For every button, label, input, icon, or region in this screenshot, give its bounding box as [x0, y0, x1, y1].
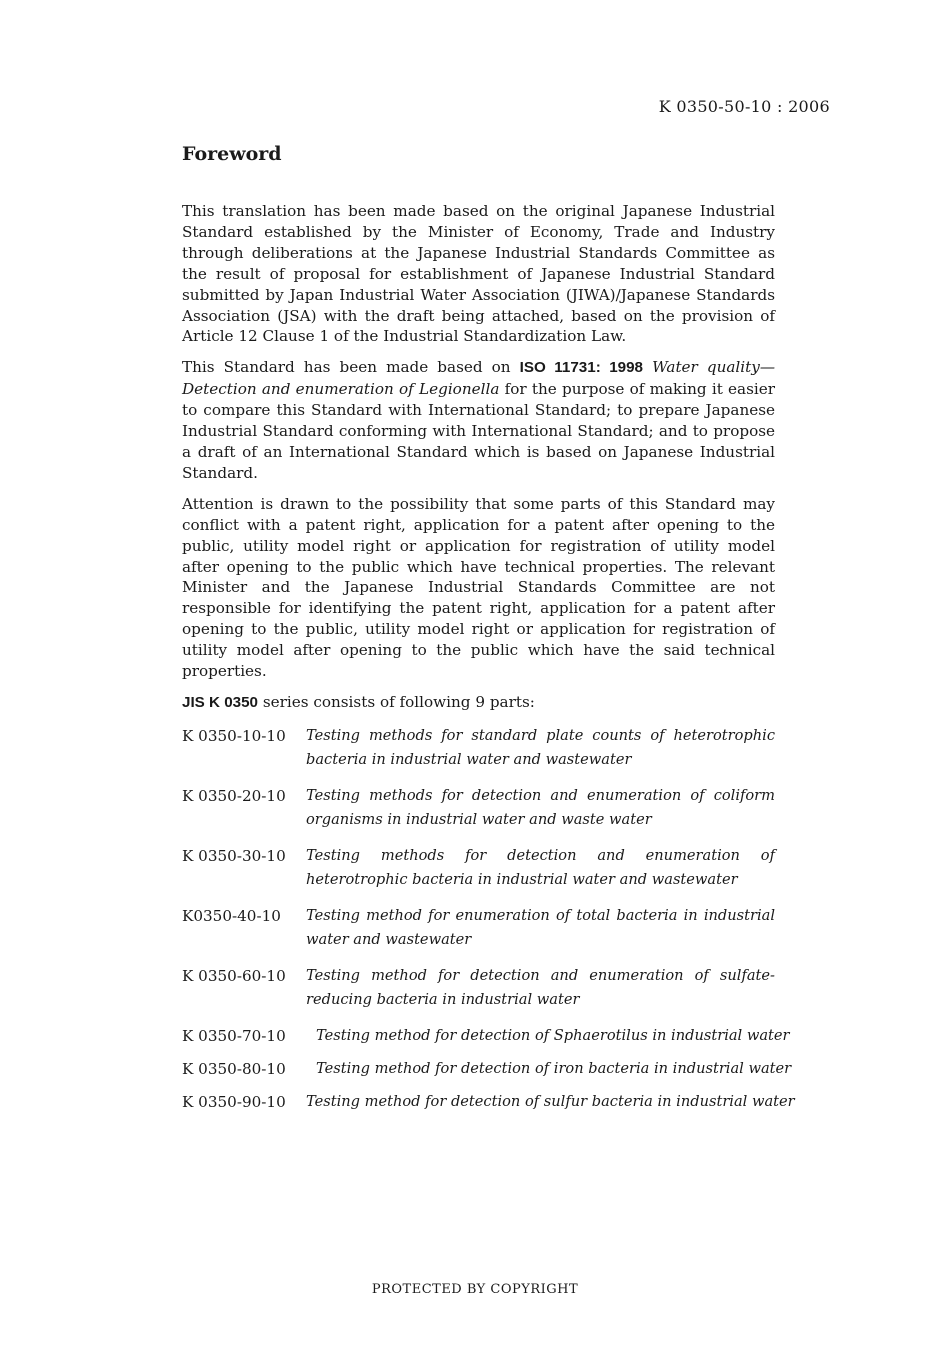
- list-item: [182, 724, 775, 772]
- list-item: [182, 964, 775, 1012]
- list-item: [182, 844, 775, 892]
- part-code: K 0350-10-10: [182, 726, 286, 745]
- paragraph-iso-basis: [182, 357, 775, 483]
- paragraph-series-intro: [182, 692, 775, 714]
- iso-reference: ISO 11731: 1998: [519, 359, 644, 377]
- paragraph-patent-notice: Attention is drawn to the possibility that some parts of this Standard may conflict with a patent right, application for a patent after opening to the public, utility model right or application for registration of utility model after opening to the public which have technical properties. The relevant Minister and the Japanese Industrial Standards Committee are not responsible for identifying the patent right, application for a patent after opening to the public, utility model right or application for registration of utility model after opening to the public which have the said technical properties.: [182, 494, 775, 681]
- part-description: Testing method for detection of Sphaerotilus in industrial water: [316, 1026, 790, 1044]
- iso-basis-prefix: This Standard has been made based on: [182, 358, 520, 377]
- series-code: JIS K 0350: [182, 693, 258, 711]
- part-description: Testing methods for detection and enumeration of coliform organisms in industrial water and waste water: [306, 786, 775, 828]
- list-item: [182, 1057, 792, 1081]
- list-item: [182, 784, 775, 832]
- page-title: Foreword: [182, 143, 282, 165]
- copyright-footer: PROTECTED BY COPYRIGHT: [371, 1282, 579, 1297]
- part-description: Testing method for detection of iron bacteria in industrial water: [316, 1059, 792, 1077]
- part-code: K 0350-80-10: [182, 1059, 286, 1078]
- series-intro-suffix: series consists of following 9 parts:: [258, 692, 535, 711]
- list-item: [182, 1024, 790, 1048]
- part-description: Testing method for enumeration of total bacteria in industrial water and wastewater: [306, 906, 775, 948]
- part-description: Testing methods for detection and enumeration of heterotrophic bacteria in industrial water and wastewater: [306, 846, 775, 888]
- iso-basis-suffix: for the purpose of making it easier to compare this Standard with International Standard; to prepare Japanese Industrial Standard conforming with International Standard; and to propose a draft of an International Standard which is based on Japanese Industrial Standard.: [182, 380, 775, 482]
- part-code: K 0350-70-10: [182, 1026, 286, 1045]
- part-code: K0350-40-10: [182, 906, 281, 925]
- part-description: Testing method for detection and enumeration of sulfate-reducing bacteria in industrial water: [306, 966, 775, 1008]
- list-item: [182, 1090, 795, 1114]
- part-description: Testing methods for standard plate counts of heterotrophic bacteria in industrial water and wastewater: [306, 726, 775, 768]
- list-item: [182, 904, 775, 952]
- iso-title: Water quality—Detection and enumeration of Legionella: [182, 358, 776, 399]
- part-code: K 0350-30-10: [182, 846, 286, 865]
- part-code: K 0350-20-10: [182, 786, 286, 805]
- part-code: K 0350-90-10: [182, 1092, 286, 1111]
- part-description: Testing method for detection of sulfur bacteria in industrial water: [306, 1092, 795, 1110]
- paragraph-translation-note: This translation has been made based on the original Japanese Industrial Standard established by the Minister of Economy, Trade and Industry through deliberations at the Japanese Industrial Standards Committee as the result of proposal for establishment of Japanese Industrial Standard submitted by Japan Industrial Water Association (JIWA)/Japanese Standards Association (JSA) with the draft being attached, based on the provision of Article 12 Clause 1 of the Industrial Standardization Law.: [182, 202, 775, 346]
- document-code-header: K 0350-50-10 : 2006: [658, 97, 830, 116]
- parts-list: [182, 724, 795, 1114]
- part-code: K 0350-60-10: [182, 966, 286, 985]
- foreword-body: [182, 201, 795, 1123]
